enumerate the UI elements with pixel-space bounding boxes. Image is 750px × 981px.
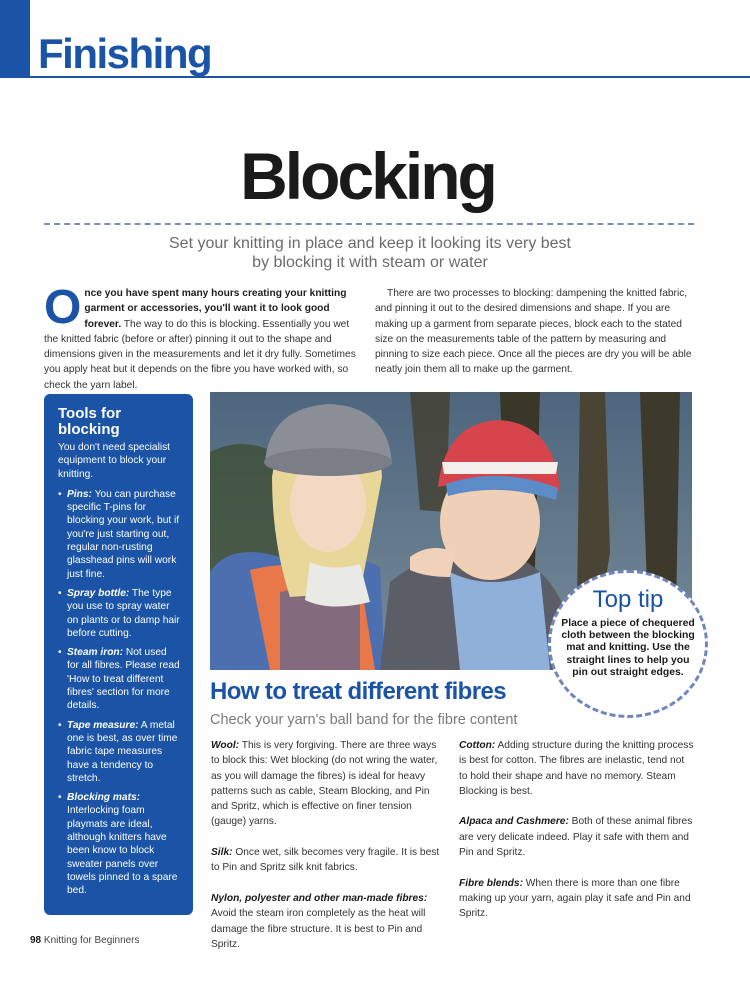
subtitle-line-1: Set your knitting in place and keep it looking its very best [169, 235, 571, 252]
intro-column-right [375, 286, 693, 378]
tool-item-spray-bottle [58, 587, 181, 640]
tool-text: Not used for all fibres. Please read 'How to treat different fibres' section for more details. [67, 647, 180, 712]
tools-sidebar [44, 394, 193, 915]
intro-column-left [44, 281, 362, 393]
fibres-section-title: How to treat different fibres [210, 678, 506, 705]
fibre-text: Adding structure during the knitting process is best for cotton. The fibres are inelastic, tend not to hold their shape and have no memory. Steam Blocking is best. [459, 740, 694, 797]
fibres-column-right [459, 738, 695, 937]
tool-item-blocking-mats [58, 791, 181, 897]
tool-name: Spray bottle: [67, 587, 130, 599]
tool-list [58, 488, 181, 898]
fibre-text: This is very forgiving. There are three ways to block this: Wet blocking (do not wring the water, as you will damage the fibres) is ideal for heavy patterns such as cable, Steam Blocking, and Pin and Spritz, which is effective on finer tension (gauge) yarns. [211, 740, 438, 828]
fibre-entry-silk [211, 845, 447, 876]
fibres-column-left [211, 738, 447, 967]
fibre-text: Once wet, silk becomes very fragile. It is best to Pin and Spritz silk knit fabrics. [211, 847, 440, 874]
fibre-text: When there is more than one fibre making up your yarn, again play it safe and Pin and Spritz. [459, 877, 691, 920]
tool-text: Interlocking foam playmats are ideal, although knitters have been know to block sweater panels over towels pinned to a spare bed. [67, 805, 178, 897]
fibre-name: Alpaca and Cashmere: [459, 816, 569, 828]
tool-text: A metal one is best, as over time fabric tape measures have a tendency to stretch. [67, 719, 178, 784]
intro-lead: nce you have spent many hours creating your knitting garment or accessories, you'll want it to look good forever. [84, 288, 347, 330]
subtitle-line-2: by blocking it with steam or water [252, 254, 488, 271]
fibre-text: Avoid the steam iron completely as the heat will damage the fibre structure. It is best to Pin and Spritz. [211, 908, 426, 950]
drop-cap: O [44, 281, 82, 334]
tool-name: Pins: [67, 488, 92, 500]
publication-name: Knitting for Beginners [43, 935, 140, 946]
section-title: Finishing [38, 30, 212, 77]
sidebar-title: Tools for blocking [58, 405, 122, 438]
fibre-name: Nylon, polyester and other man-made fibres: [211, 892, 428, 904]
tip-body: Place a piece of chequered cloth between the blocking mat and knitting. Use the straight lines to help you pin out straight edges. [561, 618, 695, 678]
fibre-name: Cotton: [459, 740, 496, 751]
article-subtitle [120, 234, 620, 272]
header-accent-bar [0, 0, 30, 78]
intro-right-text: There are two processes to blocking: dampening the knitted fabric, and pinning it out to the desired dimensions and shape. If you are making up a garment from separate pieces, block each to the stated size on the measurements table of the pattern by measuring and pinning to size each piece. Once all the pieces are dry you will be able neatly join them all to make up the garment. [375, 288, 692, 376]
tool-text: You can purchase specific T-pins for blocking your work, but if you're just starting out, regular non-rusting glasshead pins will work just fine. [67, 488, 180, 580]
fibres-section-subtitle: Check your yarn's ball band for the fibre content [210, 712, 518, 728]
top-tip-callout [548, 570, 708, 718]
fibre-text: Both of these animal fibres are very delicate indeed. Play it safe with them and Pin and Spritz. [459, 816, 693, 859]
tool-name: Tape measure: [67, 719, 139, 731]
fibre-entry-alpaca-cashmere [459, 814, 695, 860]
tool-item-steam-iron [58, 646, 181, 712]
tool-name: Blocking mats: [67, 792, 141, 804]
tool-name: Steam iron: [67, 647, 124, 659]
page-footer [30, 935, 140, 946]
page-number: 98 [30, 935, 42, 946]
tool-item-tape-measure [58, 719, 181, 785]
tool-item-pins [58, 488, 181, 581]
article-title: Blocking [240, 139, 495, 213]
tool-text: The type you use to spray water on plants or to damp hair before cutting. [67, 587, 180, 639]
fibre-entry-blends [459, 876, 695, 922]
fibre-name: Silk: [211, 847, 233, 859]
sidebar-intro: You don't need specialist equipment to block your knitting. [58, 442, 171, 480]
fibre-name: Fibre blends: [459, 877, 523, 889]
fibre-entry-man-made [211, 891, 447, 952]
tip-title: Top tip [592, 586, 664, 613]
title-divider [44, 223, 694, 225]
fibre-entry-cotton [459, 738, 695, 799]
fibre-name: Wool: [211, 740, 240, 751]
fibre-entry-wool [211, 738, 447, 830]
intro-body: The way to do this is blocking. Essentially you wet the knitted fabric (before or after) pinning it out to the shape and dimensions given in the measurements and let it dry fully. Sometimes you apply heat but it depends on the fibre you have worked with, so check the yarn label. [44, 318, 356, 391]
